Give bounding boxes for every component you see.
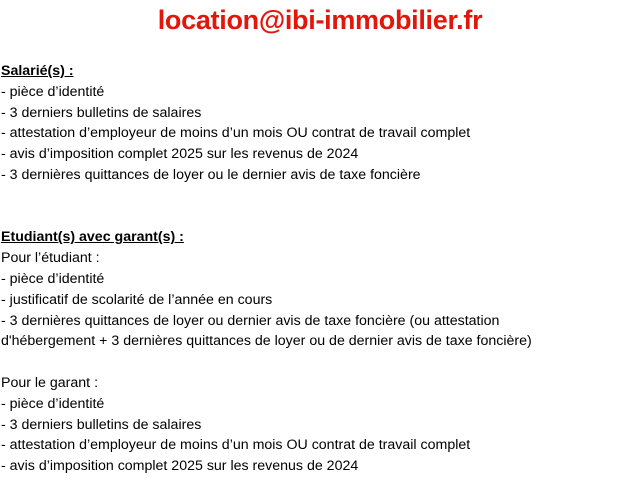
list-item: - pièce d’identité <box>1 395 105 412</box>
list-item: - attestation d’employeur de moins d’un mois OU contrat de travail complet <box>1 125 471 142</box>
section-title-students: Etudiant(s) avec garant(s) : <box>1 229 184 246</box>
list-item: - pièce d’identité <box>1 83 105 100</box>
list-item: - attestation d’employeur de moins d’un mois OU contrat de travail complet <box>1 437 471 454</box>
list-item: - 3 dernières quittances de loyer ou dernier avis de taxe foncière (ou attestation <box>1 312 500 329</box>
section-spacer <box>1 352 637 373</box>
list-item: - avis d’imposition complet 2025 sur les revenus de 2024 <box>1 458 359 475</box>
list-item: d'hébergement + 3 dernières quittances de loyer ou de dernier avis de taxe foncière) <box>1 333 532 350</box>
list-item: - justificatif de scolarité de l’année en cours <box>1 291 273 308</box>
document-body <box>1 61 637 477</box>
list-item: - avis d’imposition complet 2025 sur les revenus de 2024 <box>1 146 359 163</box>
section-spacer <box>1 186 637 228</box>
list-item: - 3 derniers bulletins de salaires <box>1 104 202 121</box>
list-item: - 3 derniers bulletins de salaires <box>1 416 202 433</box>
section-title-salaries: Salarié(s) : <box>1 63 74 79</box>
contact-email-link[interactable]: location@ibi-immobilier.fr <box>157 5 483 35</box>
list-item: - pièce d’identité <box>1 270 105 287</box>
guarantor-intro: Pour le garant : <box>1 374 99 391</box>
list-item: - 3 dernières quittances de loyer ou le dernier avis de taxe foncière <box>1 166 421 183</box>
student-intro: Pour l’étudiant : <box>1 250 100 267</box>
